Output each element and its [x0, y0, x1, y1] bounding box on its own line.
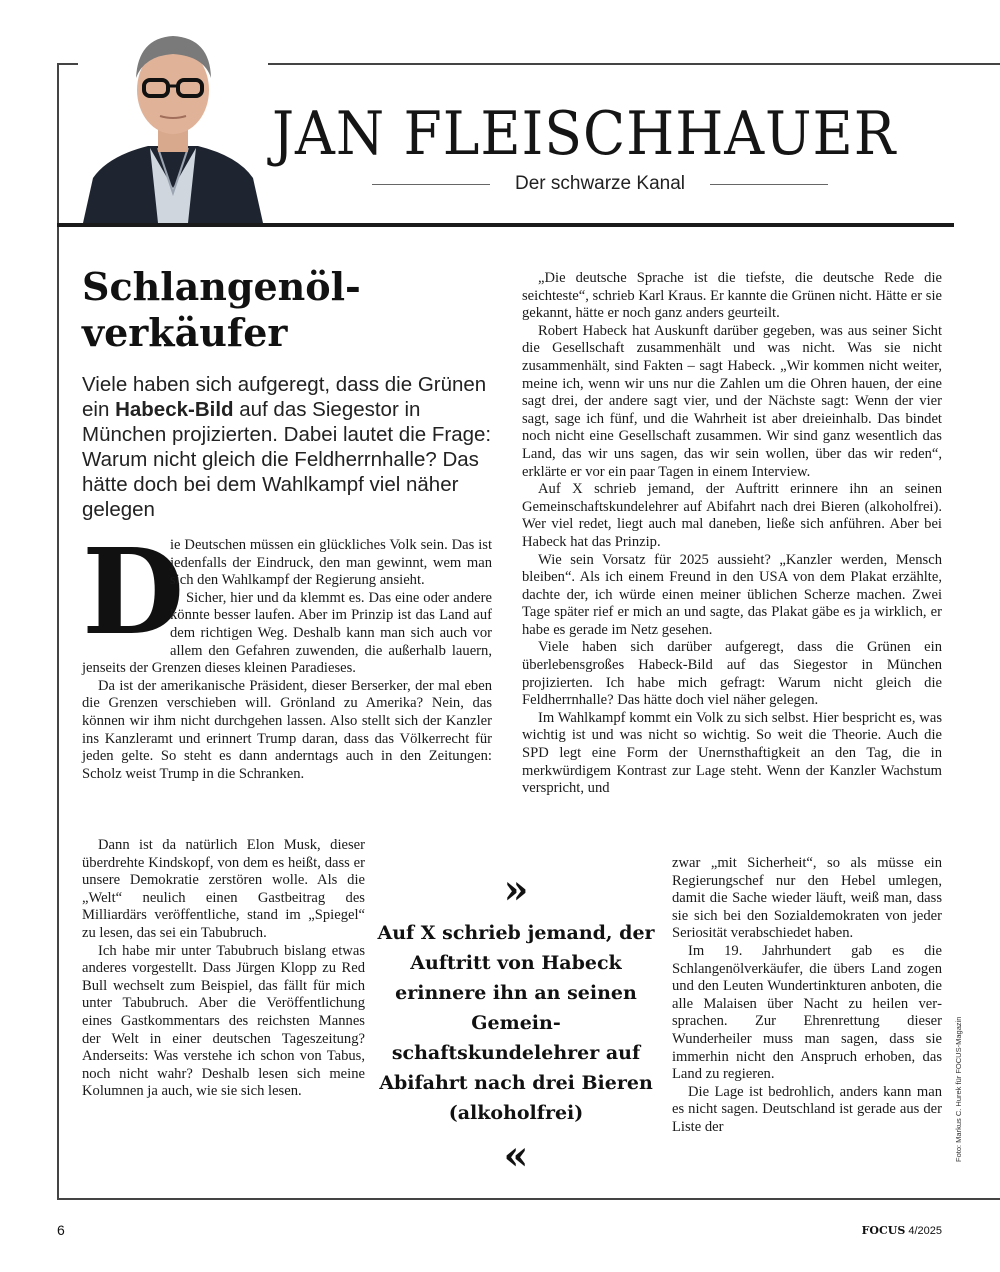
header-rule: [57, 223, 954, 227]
paragraph: „Die deutsche Sprache ist die tiefste, die deutsche Rede die seichteste“, schrieb Karl Kraus. Er kannte die Grünen nicht. Hätte er sie gekannt, hätte er noch ganz anders geurteilt.: [522, 270, 942, 322]
author-portrait: [78, 28, 268, 223]
lede-bold: Habeck-Bild: [115, 398, 234, 421]
magazine-name: FOCUS: [861, 1224, 906, 1237]
body-column-left-top: [82, 522, 492, 783]
drop-cap: D: [82, 522, 185, 661]
headline-line: verkäufer: [82, 310, 288, 355]
quote-open-mark: »: [503, 866, 529, 913]
photo-credit: Foto: Markus C. Hurek für FOCUS-Magazin: [954, 1016, 963, 1162]
body-column-right-top: [522, 270, 942, 798]
paragraph: Viele haben sich darüber aufgeregt, dass die Grünen ein überlebensgroßes Habeck-Bild auf das Siegestor in München projizierten. Ich habe mich gefragt: Warum nicht gleich die Feldherrnhalle? Das hätte doch viel näher gelegen.: [522, 639, 942, 709]
column-name-rule-left: [372, 184, 490, 185]
headline-line: Schlangenöl-: [82, 264, 361, 309]
lede-text-2: auf das Siegestor in München projizierten. Dabei lautet die Frage: Warum nicht gleich die Feldherrnhalle? Das hätte doch bei dem Wahlkampf viel näher gelegen: [82, 398, 492, 521]
lede-text-1: Viele haben sich aufgeregt, dass die Grünen ein: [82, 373, 487, 421]
paragraph: Wie sein Vorsatz für 2025 aussieht? „Kanzler werden, Mensch bleiben“. Als ich einem Freund in den USA von dem Plakat erzählte, dachte der, ich würde einen meiner üblichen Scherze machen. Zwei Tage später rief er mich an und sagte, das Plakat gäbe es ja wirklich, er habe es gerade im Netz gesehen.: [522, 551, 942, 638]
article-lede: [82, 372, 502, 522]
paragraph: zwar „mit Sicherheit“, so als müsse ein Regierungschef nur den Hebel umlegen, damit die Sache wieder läuft, weiß man, dass sie sich bei den Sozialdemokraten von jeder Seriosität verabschiedet haben.: [672, 855, 942, 942]
pull-quote: [376, 868, 656, 1178]
article-headline: [82, 264, 482, 356]
paragraph: Ich habe mir unter Tabubruch bislang etwas anderes vorgestellt. Dass Jürgen Klopp zu Red Bull wechselt zum Beispiel, das fällt für mich unter Tabubruch. Aber die Veröffentlichung eines Gastkommentars des reichsten Mannes der Welt in einer deutschen Tageszeitung? Anderseits: Was verstehe ich schon von Tabus, noch nicht wahr? Deshalb lesen sich meine Kolumnen ja auch, wie sie sich lesen.: [82, 942, 365, 1100]
page-number: 6: [57, 1222, 65, 1238]
body-column-left-bottom: [82, 837, 365, 1101]
pull-quote-text: Auf X schrieb jemand, der Auftritt von Habeck erinnere ihn an seinen Gemeinschaftskundelehrer auf Abifahrt nach drei Bieren (alkoholfrei): [377, 922, 655, 1124]
column-name-label: Der schwarze Kanal: [514, 173, 686, 194]
column-name: [372, 170, 828, 198]
column-name-rule-right: [710, 184, 828, 185]
paragraph: Robert Habeck hat Auskunft darüber gegeben, was aus seiner Sicht die Gesellschaft zusammenhält und was nicht. Was sie nicht zusammenhält, sind Fakten – sagt Habeck. „Wir kommen nicht weiter, meine ich, wenn wir uns nur die Zahlen um die Ohren hauen, der eine sagt drei, der andere sagt vier, und der Nächste sagt: Wenn der vier sagt, sage ich fünf, und die Wahrheit ist aber dreieinhalb. Das bindet noch nicht eine Gesellschaft zusammen. Wir sind ganz wesentlich das Land, das wir uns sagen, das wir sein wollen, über das wir reden“, erklärte er vor ein paar Tagen in einem Interview.: [522, 322, 942, 480]
paragraph: Dann ist da natürlich Elon Musk, dieser überdrehte Kindskopf, von dem es heißt, dass er unsere Demokratie zerstören wolle. Als die „Welt“ neulich einen Gastbeitrag des Milliardärs veröffentliche, stand im „Spiegel“ zu lesen, das sei ein Tabubruch.: [82, 837, 365, 941]
paragraph: Da ist der amerikanische Präsident, dieser Berserker, der mal eben die Grenzen verschieben will. Grönland zu Amerika? Nein, das können wir ihm nicht durchgehen lassen. Also stellt sich der Kanzler ins Kanzleramt und erinnert Trump daran, dass das Völkerrecht für jeden gelte. So steht es dann anderntags auch in den Zeitungen: Scholz weist Trump in die Schranken.: [82, 677, 492, 782]
paragraph: Sicher, hier und da klemmt es. Das eine oder andere könnte besser laufen. Aber im Prinzip ist das Land auf dem richtigen Weg. Deshalb kann man sich auch vor allem den Gefahren zuwenden, die außerhalb lauern, jenseits der Grenzen dieses kleinen Paradieses.: [82, 589, 492, 677]
author-name: JAN FLEISCHHAUER: [272, 99, 897, 169]
quote-close-mark: «: [503, 1132, 529, 1179]
magazine-issue: [862, 1224, 942, 1237]
issue-number: 4/2025: [908, 1225, 942, 1237]
paragraph: ie Deutschen müssen ein glückliches Volk sein. Das ist jedenfalls der Eindruck, den man gewinnt, wem man sich den Wahlkampf der Regierung ansieht.: [170, 537, 492, 589]
paragraph: Die Lage ist bedrohlich, anders kann man es nicht sagen. Deutschland ist gerade aus der Liste der: [672, 1083, 942, 1135]
paragraph: Auf X schrieb jemand, der Auftritt erinnere ihn an seinen Gemeinschaftskundelehrer auf Abifahrt nach drei Bieren (alkoholfrei). Wer viel redet, liegt auch mal daneben, ließe sich anführen. Aber bei Habeck hat das Prinzip.: [522, 481, 942, 550]
paragraph: Im 19. Jahrhundert gab es die Schlangenölverkäufer, die übers Land zogen und den Leuten Wundertinkturen anboten, die alle Malaisen über Nacht zu heilen versprachen. Zur Ehrenrettung dieser Wunderheiler muss man sagen, dass sie immerhin nicht den Anspruch erhoben, das Land zu regieren.: [672, 942, 942, 1083]
body-column-right-bottom: [672, 855, 942, 1137]
paragraph: Im Wahlkampf kommt ein Volk zu sich selbst. Hier bespricht es, was wichtig ist und was nicht so wichtig. So weit die Theorie. Auch die SPD legt eine Form der Unernsthaftigkeit an den Tag, die in merkwürdigem Kontrast zur Lage steht. Wenn der Kanzler Wachstum verspricht, und: [522, 709, 942, 797]
